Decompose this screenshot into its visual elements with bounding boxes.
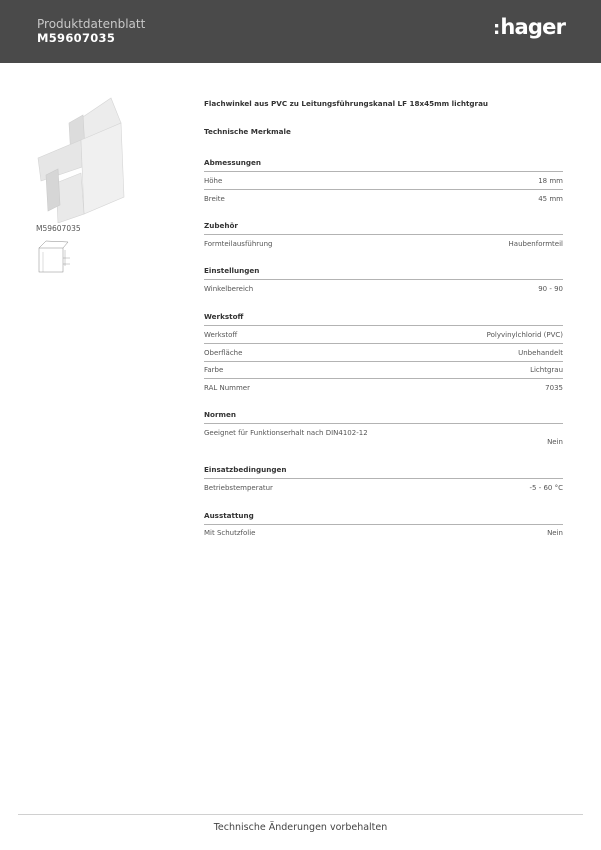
- divider: [204, 478, 563, 479]
- section-title-zubehoer: Zubehör: [204, 221, 238, 230]
- product-image-caption: M59607035: [36, 224, 81, 233]
- spec-value: Unbehandelt: [518, 349, 563, 357]
- divider: [204, 279, 563, 280]
- spec-label: Breite: [204, 195, 225, 203]
- spec-value: Nein: [547, 438, 563, 446]
- section-title-normen: Normen: [204, 410, 236, 419]
- section-title-werkstoff: Werkstoff: [204, 312, 244, 321]
- article-number: M59607035: [37, 31, 116, 45]
- divider: [204, 524, 563, 525]
- spec-label: Mit Schutzfolie: [204, 529, 256, 537]
- spec-value: Nein: [547, 529, 563, 537]
- section-title-einsatzbedingungen: Einsatzbedingungen: [204, 465, 287, 474]
- spec-label: RAL Nummer: [204, 384, 250, 392]
- spec-label: Winkelbereich: [204, 285, 254, 293]
- spec-label: Farbe: [204, 366, 224, 374]
- spec-value: 45 mm: [538, 195, 563, 203]
- divider: [204, 171, 563, 172]
- footer-divider: [18, 814, 583, 815]
- spec-label: Werkstoff: [204, 331, 238, 339]
- spec-label: Geeignet für Funktionserhalt nach DIN4102-12: [204, 429, 368, 437]
- divider: [204, 189, 563, 190]
- spec-label: Formteilausführung: [204, 240, 273, 248]
- technical-features-heading: Technische Merkmale: [204, 127, 291, 136]
- divider: [204, 378, 563, 379]
- document-type-title: Produktdatenblatt: [37, 17, 146, 31]
- product-title: Flachwinkel aus PVC zu Leitungsführungskanal LF 18x45mm lichtgrau: [204, 99, 489, 108]
- spec-value: -5 - 60 °C: [529, 484, 563, 492]
- divider: [204, 361, 563, 362]
- divider: [204, 325, 563, 326]
- spec-value: Lichtgrau: [530, 366, 563, 374]
- header-bar: [0, 0, 601, 63]
- product-image: [36, 95, 126, 223]
- spec-value: Haubenformteil: [508, 240, 563, 248]
- footer-note: Technische Änderungen vorbehalten: [213, 822, 388, 833]
- technical-drawing: [34, 236, 76, 276]
- spec-label: Höhe: [204, 177, 223, 185]
- spec-value: 90 - 90: [538, 285, 563, 293]
- section-title-einstellungen: Einstellungen: [204, 266, 260, 275]
- divider: [204, 234, 563, 235]
- section-title-ausstattung: Ausstattung: [204, 511, 254, 520]
- brand-logo: :hager: [493, 15, 566, 39]
- spec-label: Betriebstemperatur: [204, 484, 273, 492]
- divider: [204, 343, 563, 344]
- spec-value: 18 mm: [538, 177, 563, 185]
- section-title-abmessungen: Abmessungen: [204, 158, 261, 167]
- spec-label: Oberfläche: [204, 349, 243, 357]
- divider: [204, 423, 563, 424]
- spec-value: Polyvinylchlorid (PVC): [486, 331, 563, 339]
- spec-value: 7035: [545, 384, 563, 392]
